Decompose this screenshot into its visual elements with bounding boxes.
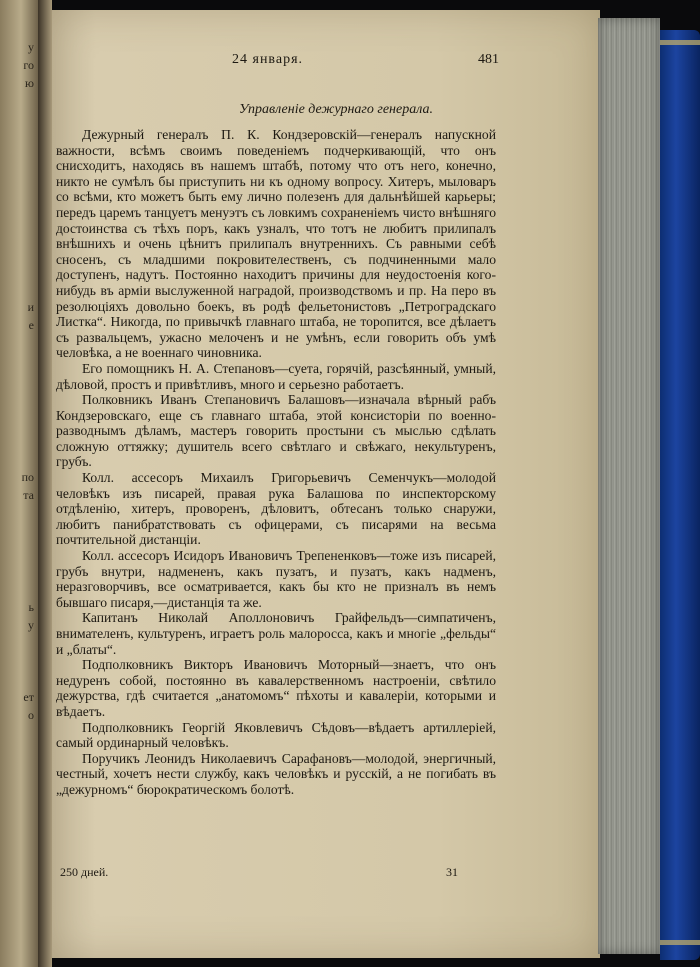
left-page-fragment: ь (28, 600, 34, 614)
page-number: 481 (478, 52, 499, 67)
facing-page-edge (0, 0, 38, 967)
paragraph-motorny: Подполковникъ Викторъ Ивановичъ Моторный—знаетъ, что онъ недуренъ собой, постоянно въ кавалерственномъ настроеніи, свѣтило дежурства, гдѣ считается „анатомомъ“ пѣхоты и кавалеріи, которыми и вѣдаетъ. (56, 657, 496, 719)
left-page-fragment: по (21, 470, 34, 484)
paragraph-sedov: Подполковникъ Георгій Яковлевичъ Сѣдовъ—вѣдаетъ артиллеріей, самый ординарный человѣкъ. (56, 719, 496, 751)
footer-sheet-number: 31 (446, 865, 458, 879)
left-page-fragment: о (28, 708, 34, 722)
paragraph-graifeld: Капитанъ Николай Аполлоновичъ Грайфельдъ—симпатиченъ, внимателенъ, культуренъ, играетъ роль малоросса, какъ и многіе „фельды“ и „блаты“. (56, 610, 496, 657)
left-page-fragment: и (27, 300, 34, 314)
cover-band (660, 40, 700, 45)
left-page-fragment: ет (23, 690, 34, 704)
left-page-fragment: ю (25, 76, 34, 90)
left-page-fragment: е (28, 318, 34, 332)
footer-signature: 250 дней. (60, 865, 109, 879)
left-page-fragment: у (28, 40, 34, 54)
left-page-fragment: у (28, 618, 34, 632)
paragraph-kondzerovsky: Дежурный генералъ П. К. Кондзеровскій—генералъ напускной важности, всѣмъ своимъ поведеніемъ подчеркивающій, что онъ снисходитъ, находясь въ нашемъ штабѣ, потому что отъ него, конечно, никто не сумѣлъ бы приступить ни къ одному вопросу. Хитеръ, мыловаръ со всѣми, кто можетъ быть ему лично полезенъ для дальнѣйшей карьеры; передъ царемъ танцуетъ менуэтъ съ ловкимъ сохраненіемъ чисто внѣшняго достоинства съ тѣхъ поръ, какъ узналъ, что тотъ не любитъ прилипалъ внѣшнихъ и очень цѣнитъ прилипалъ внутреннихъ. Съ равными себѣ сносенъ, съ младшими покровителественъ, съ подчиненными мало доступенъ, надутъ. Постоянно находитъ причины для неудостоенія кого-нибудь въ арміи выслуженной наградой, производствомъ и пр. На перо въ резолюціяхъ довольно боекъ, въ родѣ фельетонистовъ „Петроградскаго Листка“. Никогда, по привычкѣ главнаго штаба, не торопится, все дѣлаетъ съ развальцемъ, ужасно мелоченъ и не умѣнъ, если говорить объ умѣ человѣка, а не военнаго чиновника. (56, 127, 496, 361)
body-text (56, 127, 496, 798)
header-date: 24 января. (232, 52, 304, 67)
paragraph-balashov: Полковникъ Иванъ Степановичъ Балашовъ—изначала вѣрный рабъ Кондзеровскаго, еще съ главнаго штаба, этой консисторіи по военно-разводнымъ дѣламъ, мастеръ говорить простыни съ мыслью сдѣлать сложную оттяжку; душитель всего свѣтлаго и свѣжаго, некультуренъ, грубъ. (56, 392, 496, 470)
paragraph-semenchuk: Колл. ассесоръ Михаилъ Григорьевичъ Семенчукъ—молодой человѣкъ изъ писарей, правая рука Балашова по инспекторскому отдѣленію, хитеръ, проворенъ, дѣловитъ, обтесанъ только снаружи, любитъ панибратствовать съ офицерами, съ писарями на весьма почтительной дистанціи. (56, 470, 496, 548)
cover-band (660, 940, 700, 945)
left-page-fragment: го (23, 58, 34, 72)
book-gutter (38, 0, 52, 967)
book-cover (660, 30, 700, 960)
page-block-edge (598, 18, 660, 954)
paragraph-stepanov: Его помощникъ Н. А. Степановъ—суета, горячій, разсѣянный, умный, дѣловой, простъ и привѣтливъ, много и серьезно работаетъ. (56, 360, 496, 392)
paragraph-sarafanov: Поручикъ Леонидъ Николаевичъ Сарафановъ—молодой, энергичный, честный, хочетъ нести службу, какъ человѣкъ и русскій, а не погибать въ „дежурномъ“ бюрократическомъ болотѣ. (56, 750, 496, 797)
paragraph-trepenenkov: Колл. ассесоръ Исидоръ Ивановичъ Трепененковъ—тоже изъ писарей, грубъ внутри, надмененъ, какъ пузатъ, и пузатъ, какъ надменъ, неразговорчивъ, все осматривается, какъ бы кто не призналъ въ немъ бывшаго писаря,—дистанція та же. (56, 548, 496, 610)
running-header (52, 52, 600, 72)
book-page (52, 10, 600, 958)
left-page-fragment: та (23, 488, 34, 502)
section-title: Управленіе дежурнаго генерала. (238, 102, 433, 117)
